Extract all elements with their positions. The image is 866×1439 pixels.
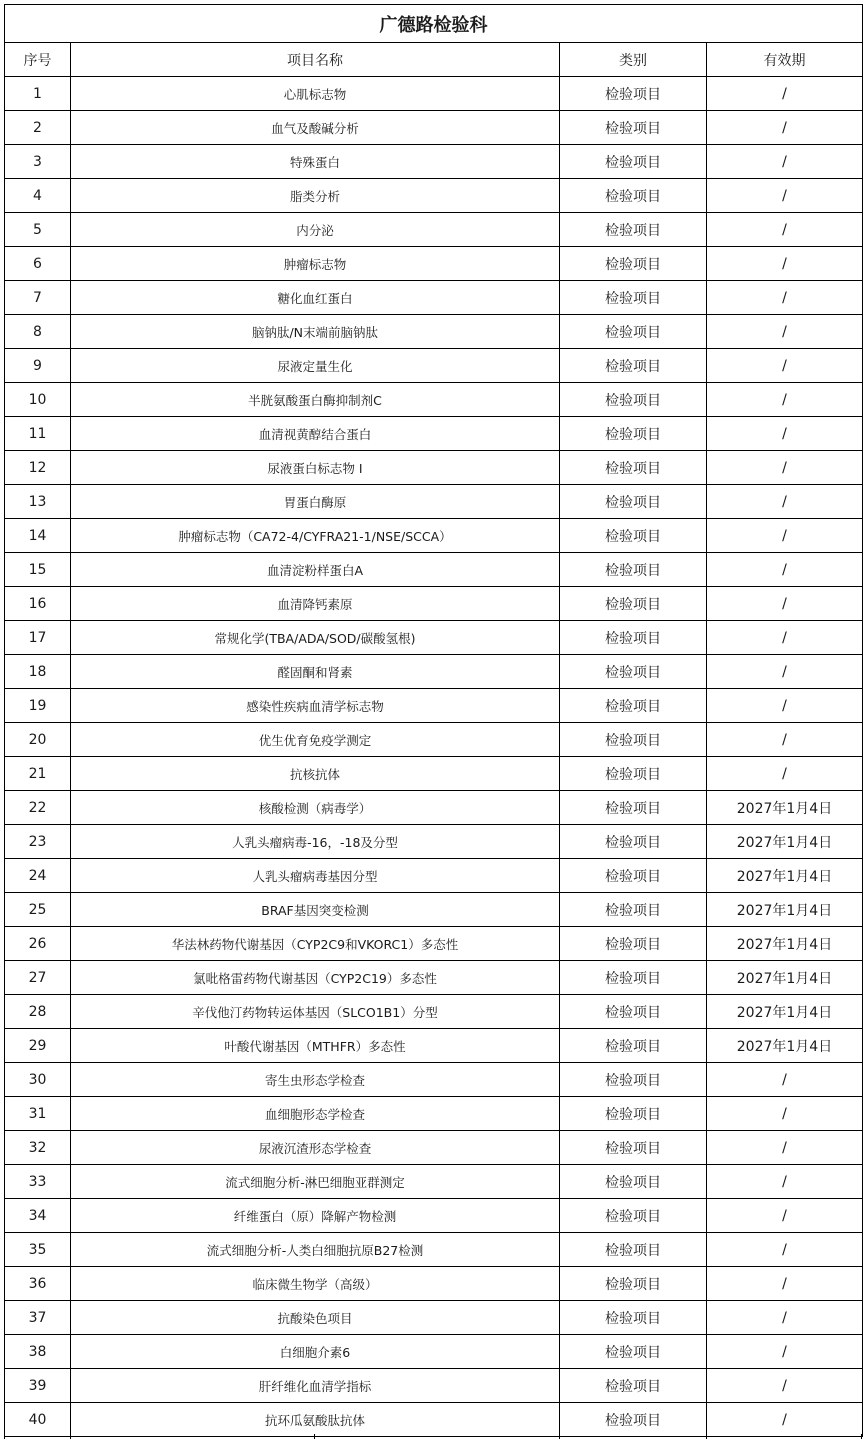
lab-items-sheet xyxy=(4,4,862,1437)
cell-name: 醛固酮和肾素 xyxy=(71,655,560,689)
cell-valid: / xyxy=(707,519,863,553)
cell-valid: / xyxy=(707,417,863,451)
cell-name: 流式细胞分析-人类白细胞抗原B27检测 xyxy=(71,1233,560,1267)
cell-name: 尿液沉渣形态学检查 xyxy=(71,1131,560,1165)
cell-type: 检验项目 xyxy=(560,1335,707,1369)
header-valid: 有效期 xyxy=(707,43,863,77)
cell-valid: / xyxy=(707,247,863,281)
cell-valid: / xyxy=(707,1267,863,1301)
table-row xyxy=(5,1369,863,1403)
cell-type: 检验项目 xyxy=(560,383,707,417)
cell-valid: / xyxy=(707,757,863,791)
table-row xyxy=(5,77,863,111)
table-row xyxy=(5,961,863,995)
cell-seq: 21 xyxy=(5,757,71,791)
cell-type: 检验项目 xyxy=(560,77,707,111)
cell-type: 检验项目 xyxy=(560,859,707,893)
cell-type: 检验项目 xyxy=(560,689,707,723)
table-row xyxy=(5,417,863,451)
cell-name: 肿瘤标志物 xyxy=(71,247,560,281)
table-row xyxy=(5,247,863,281)
cell-valid: / xyxy=(707,621,863,655)
table-row xyxy=(5,383,863,417)
cell-name: 人乳头瘤病毒-16，-18及分型 xyxy=(71,825,560,859)
cell-type: 检验项目 xyxy=(560,111,707,145)
cell-type: 检验项目 xyxy=(560,961,707,995)
cell-name: 血细胞形态学检查 xyxy=(71,1097,560,1131)
cell-name: 尿液蛋白标志物 I xyxy=(71,451,560,485)
cell-valid: / xyxy=(707,179,863,213)
cell-seq: 30 xyxy=(5,1063,71,1097)
cell-valid: / xyxy=(707,349,863,383)
table-row xyxy=(5,1131,863,1165)
cell-name: 抗环瓜氨酸肽抗体 xyxy=(71,1403,560,1437)
table-row xyxy=(5,145,863,179)
cell-valid: 2027年1月4日 xyxy=(707,995,863,1029)
cell-name: 脂类分析 xyxy=(71,179,560,213)
cell-valid: / xyxy=(707,1233,863,1267)
cell-seq: 10 xyxy=(5,383,71,417)
table-row xyxy=(5,519,863,553)
cell-valid: / xyxy=(707,111,863,145)
cell-type: 检验项目 xyxy=(560,1199,707,1233)
cell-seq: 16 xyxy=(5,587,71,621)
cell-name: 流式细胞分析-淋巴细胞亚群测定 xyxy=(71,1165,560,1199)
cell-type: 检验项目 xyxy=(560,791,707,825)
cell-valid: / xyxy=(707,723,863,757)
cell-seq: 3 xyxy=(5,145,71,179)
table-row xyxy=(5,179,863,213)
cell-type: 检验项目 xyxy=(560,927,707,961)
cell-type: 检验项目 xyxy=(560,1233,707,1267)
cell-name: 肝纤维化血清学指标 xyxy=(71,1369,560,1403)
table-row xyxy=(5,757,863,791)
cell-name: 特殊蛋白 xyxy=(71,145,560,179)
cell-type: 检验项目 xyxy=(560,655,707,689)
table-row xyxy=(5,553,863,587)
cell-seq: 1 xyxy=(5,77,71,111)
cell-seq: 26 xyxy=(5,927,71,961)
cell-type: 检验项目 xyxy=(560,1097,707,1131)
table-row xyxy=(5,485,863,519)
cell-name: 抗酸染色项目 xyxy=(71,1301,560,1335)
cell-valid: / xyxy=(707,1063,863,1097)
cell-type: 检验项目 xyxy=(560,349,707,383)
cell-valid: 2027年1月4日 xyxy=(707,927,863,961)
cell-type: 检验项目 xyxy=(560,1369,707,1403)
cell-valid: 2027年1月4日 xyxy=(707,791,863,825)
cell-seq: 12 xyxy=(5,451,71,485)
table-row xyxy=(5,621,863,655)
cell-seq: 13 xyxy=(5,485,71,519)
table-row xyxy=(5,315,863,349)
cell-seq: 4 xyxy=(5,179,71,213)
cell-seq: 28 xyxy=(5,995,71,1029)
cell-seq: 22 xyxy=(5,791,71,825)
table-row xyxy=(5,1267,863,1301)
table-row xyxy=(5,451,863,485)
cell-name: 血气及酸碱分析 xyxy=(71,111,560,145)
table-row xyxy=(5,213,863,247)
cell-seq: 8 xyxy=(5,315,71,349)
cell-seq: 38 xyxy=(5,1335,71,1369)
cell-valid: / xyxy=(707,1301,863,1335)
cell-valid: / xyxy=(707,281,863,315)
cell-valid: / xyxy=(707,77,863,111)
cell-valid: / xyxy=(707,1403,863,1437)
cell-valid: / xyxy=(707,1131,863,1165)
table-row xyxy=(5,281,863,315)
cell-name: 核酸检测（病毒学） xyxy=(71,791,560,825)
header-row xyxy=(5,43,863,77)
cell-type: 检验项目 xyxy=(560,451,707,485)
cell-seq: 11 xyxy=(5,417,71,451)
table-row xyxy=(5,1063,863,1097)
table-row xyxy=(5,587,863,621)
lab-items-table xyxy=(4,4,863,1437)
table-row xyxy=(5,1233,863,1267)
title-row xyxy=(5,5,863,43)
table-row xyxy=(5,927,863,961)
cell-type: 检验项目 xyxy=(560,281,707,315)
cell-name: 血清降钙素原 xyxy=(71,587,560,621)
cell-seq: 7 xyxy=(5,281,71,315)
cell-type: 检验项目 xyxy=(560,145,707,179)
cell-valid: 2027年1月4日 xyxy=(707,961,863,995)
cell-seq: 9 xyxy=(5,349,71,383)
cell-valid: 2027年1月4日 xyxy=(707,893,863,927)
cell-seq: 17 xyxy=(5,621,71,655)
cell-valid: / xyxy=(707,451,863,485)
cell-valid: / xyxy=(707,485,863,519)
cell-seq: 39 xyxy=(5,1369,71,1403)
cell-seq: 2 xyxy=(5,111,71,145)
table-row xyxy=(5,349,863,383)
cell-type: 检验项目 xyxy=(560,213,707,247)
cell-seq: 34 xyxy=(5,1199,71,1233)
cell-seq: 20 xyxy=(5,723,71,757)
table-row xyxy=(5,1403,863,1437)
table-title: 广德路检验科 xyxy=(5,5,863,43)
cell-type: 检验项目 xyxy=(560,485,707,519)
cell-type: 检验项目 xyxy=(560,417,707,451)
cell-valid: / xyxy=(707,587,863,621)
cell-name: 氯吡格雷药物代谢基因（CYP2C19）多态性 xyxy=(71,961,560,995)
table-row xyxy=(5,1335,863,1369)
cell-valid: / xyxy=(707,1097,863,1131)
cell-type: 检验项目 xyxy=(560,519,707,553)
cell-seq: 14 xyxy=(5,519,71,553)
cell-valid: / xyxy=(707,213,863,247)
cell-type: 检验项目 xyxy=(560,621,707,655)
cell-name: 临床微生物学（高级） xyxy=(71,1267,560,1301)
cell-name: 糖化血红蛋白 xyxy=(71,281,560,315)
cell-name: 半胱氨酸蛋白酶抑制剂C xyxy=(71,383,560,417)
cell-name: 叶酸代谢基因（MTHFR）多态性 xyxy=(71,1029,560,1063)
table-row xyxy=(5,893,863,927)
table-row xyxy=(5,689,863,723)
cell-valid: / xyxy=(707,553,863,587)
cell-name: 寄生虫形态学检查 xyxy=(71,1063,560,1097)
cell-valid: 2027年1月4日 xyxy=(707,859,863,893)
cell-name: 华法林药物代谢基因（CYP2C9和VKORC1）多态性 xyxy=(71,927,560,961)
cell-seq: 5 xyxy=(5,213,71,247)
cell-name: 人乳头瘤病毒基因分型 xyxy=(71,859,560,893)
cell-valid: / xyxy=(707,1199,863,1233)
cell-type: 检验项目 xyxy=(560,1267,707,1301)
cell-name: 心肌标志物 xyxy=(71,77,560,111)
cell-valid: / xyxy=(707,1369,863,1403)
cell-type: 检验项目 xyxy=(560,1403,707,1437)
header-seq: 序号 xyxy=(5,43,71,77)
cell-seq: 25 xyxy=(5,893,71,927)
cell-valid: / xyxy=(707,383,863,417)
cell-name: 抗核抗体 xyxy=(71,757,560,791)
cell-name: 内分泌 xyxy=(71,213,560,247)
cell-seq: 6 xyxy=(5,247,71,281)
cell-seq: 29 xyxy=(5,1029,71,1063)
cell-seq: 40 xyxy=(5,1403,71,1437)
cell-valid: / xyxy=(707,655,863,689)
cell-name: 纤维蛋白（原）降解产物检测 xyxy=(71,1199,560,1233)
cell-seq: 32 xyxy=(5,1131,71,1165)
cell-name: 优生优育免疫学测定 xyxy=(71,723,560,757)
cell-seq: 18 xyxy=(5,655,71,689)
cell-valid: / xyxy=(707,1335,863,1369)
cell-valid: 2027年1月4日 xyxy=(707,825,863,859)
cell-name: 血清视黄醇结合蛋白 xyxy=(71,417,560,451)
cell-name: 血清淀粉样蛋白A xyxy=(71,553,560,587)
header-name: 项目名称 xyxy=(71,43,560,77)
cell-type: 检验项目 xyxy=(560,1301,707,1335)
table-row xyxy=(5,1029,863,1063)
cell-valid: / xyxy=(707,689,863,723)
cell-type: 检验项目 xyxy=(560,757,707,791)
cell-seq: 33 xyxy=(5,1165,71,1199)
cell-seq: 24 xyxy=(5,859,71,893)
cell-name: 白细胞介素6 xyxy=(71,1335,560,1369)
table-row xyxy=(5,791,863,825)
cell-valid: / xyxy=(707,1165,863,1199)
table-row xyxy=(5,825,863,859)
cell-type: 检验项目 xyxy=(560,1165,707,1199)
cell-name: 脑钠肽/N末端前脑钠肽 xyxy=(71,315,560,349)
cell-valid: / xyxy=(707,145,863,179)
cell-seq: 23 xyxy=(5,825,71,859)
cell-type: 检验项目 xyxy=(560,825,707,859)
cell-seq: 37 xyxy=(5,1301,71,1335)
table-row xyxy=(5,655,863,689)
table-row xyxy=(5,1165,863,1199)
table-row xyxy=(5,723,863,757)
cell-type: 检验项目 xyxy=(560,315,707,349)
cell-seq: 19 xyxy=(5,689,71,723)
table-row xyxy=(5,111,863,145)
cell-seq: 27 xyxy=(5,961,71,995)
cell-seq: 35 xyxy=(5,1233,71,1267)
table-row xyxy=(5,859,863,893)
cell-type: 检验项目 xyxy=(560,553,707,587)
cell-type: 检验项目 xyxy=(560,995,707,1029)
cell-valid: 2027年1月4日 xyxy=(707,1029,863,1063)
cell-name: 尿液定量生化 xyxy=(71,349,560,383)
cell-name: BRAF基因突变检测 xyxy=(71,893,560,927)
cell-valid: / xyxy=(707,315,863,349)
cell-type: 检验项目 xyxy=(560,1131,707,1165)
table-row xyxy=(5,1097,863,1131)
cell-type: 检验项目 xyxy=(560,1063,707,1097)
cell-type: 检验项目 xyxy=(560,723,707,757)
cell-seq: 36 xyxy=(5,1267,71,1301)
table-row xyxy=(5,1199,863,1233)
cell-name: 胃蛋白酶原 xyxy=(71,485,560,519)
cell-type: 检验项目 xyxy=(560,893,707,927)
cell-type: 检验项目 xyxy=(560,179,707,213)
cell-type: 检验项目 xyxy=(560,587,707,621)
cell-seq: 31 xyxy=(5,1097,71,1131)
cell-type: 检验项目 xyxy=(560,1029,707,1063)
cell-name: 感染性疾病血清学标志物 xyxy=(71,689,560,723)
cell-name: 常规化学(TBA/ADA/SOD/碳酸氢根) xyxy=(71,621,560,655)
header-type: 类别 xyxy=(560,43,707,77)
cell-name: 辛伐他汀药物转运体基因（SLCO1B1）分型 xyxy=(71,995,560,1029)
table-row xyxy=(5,1301,863,1335)
next-row-border xyxy=(4,1434,862,1439)
cell-type: 检验项目 xyxy=(560,247,707,281)
cell-name: 肿瘤标志物（CA72-4/CYFRA21-1/NSE/SCCA） xyxy=(71,519,560,553)
table-row xyxy=(5,995,863,1029)
cell-seq: 15 xyxy=(5,553,71,587)
